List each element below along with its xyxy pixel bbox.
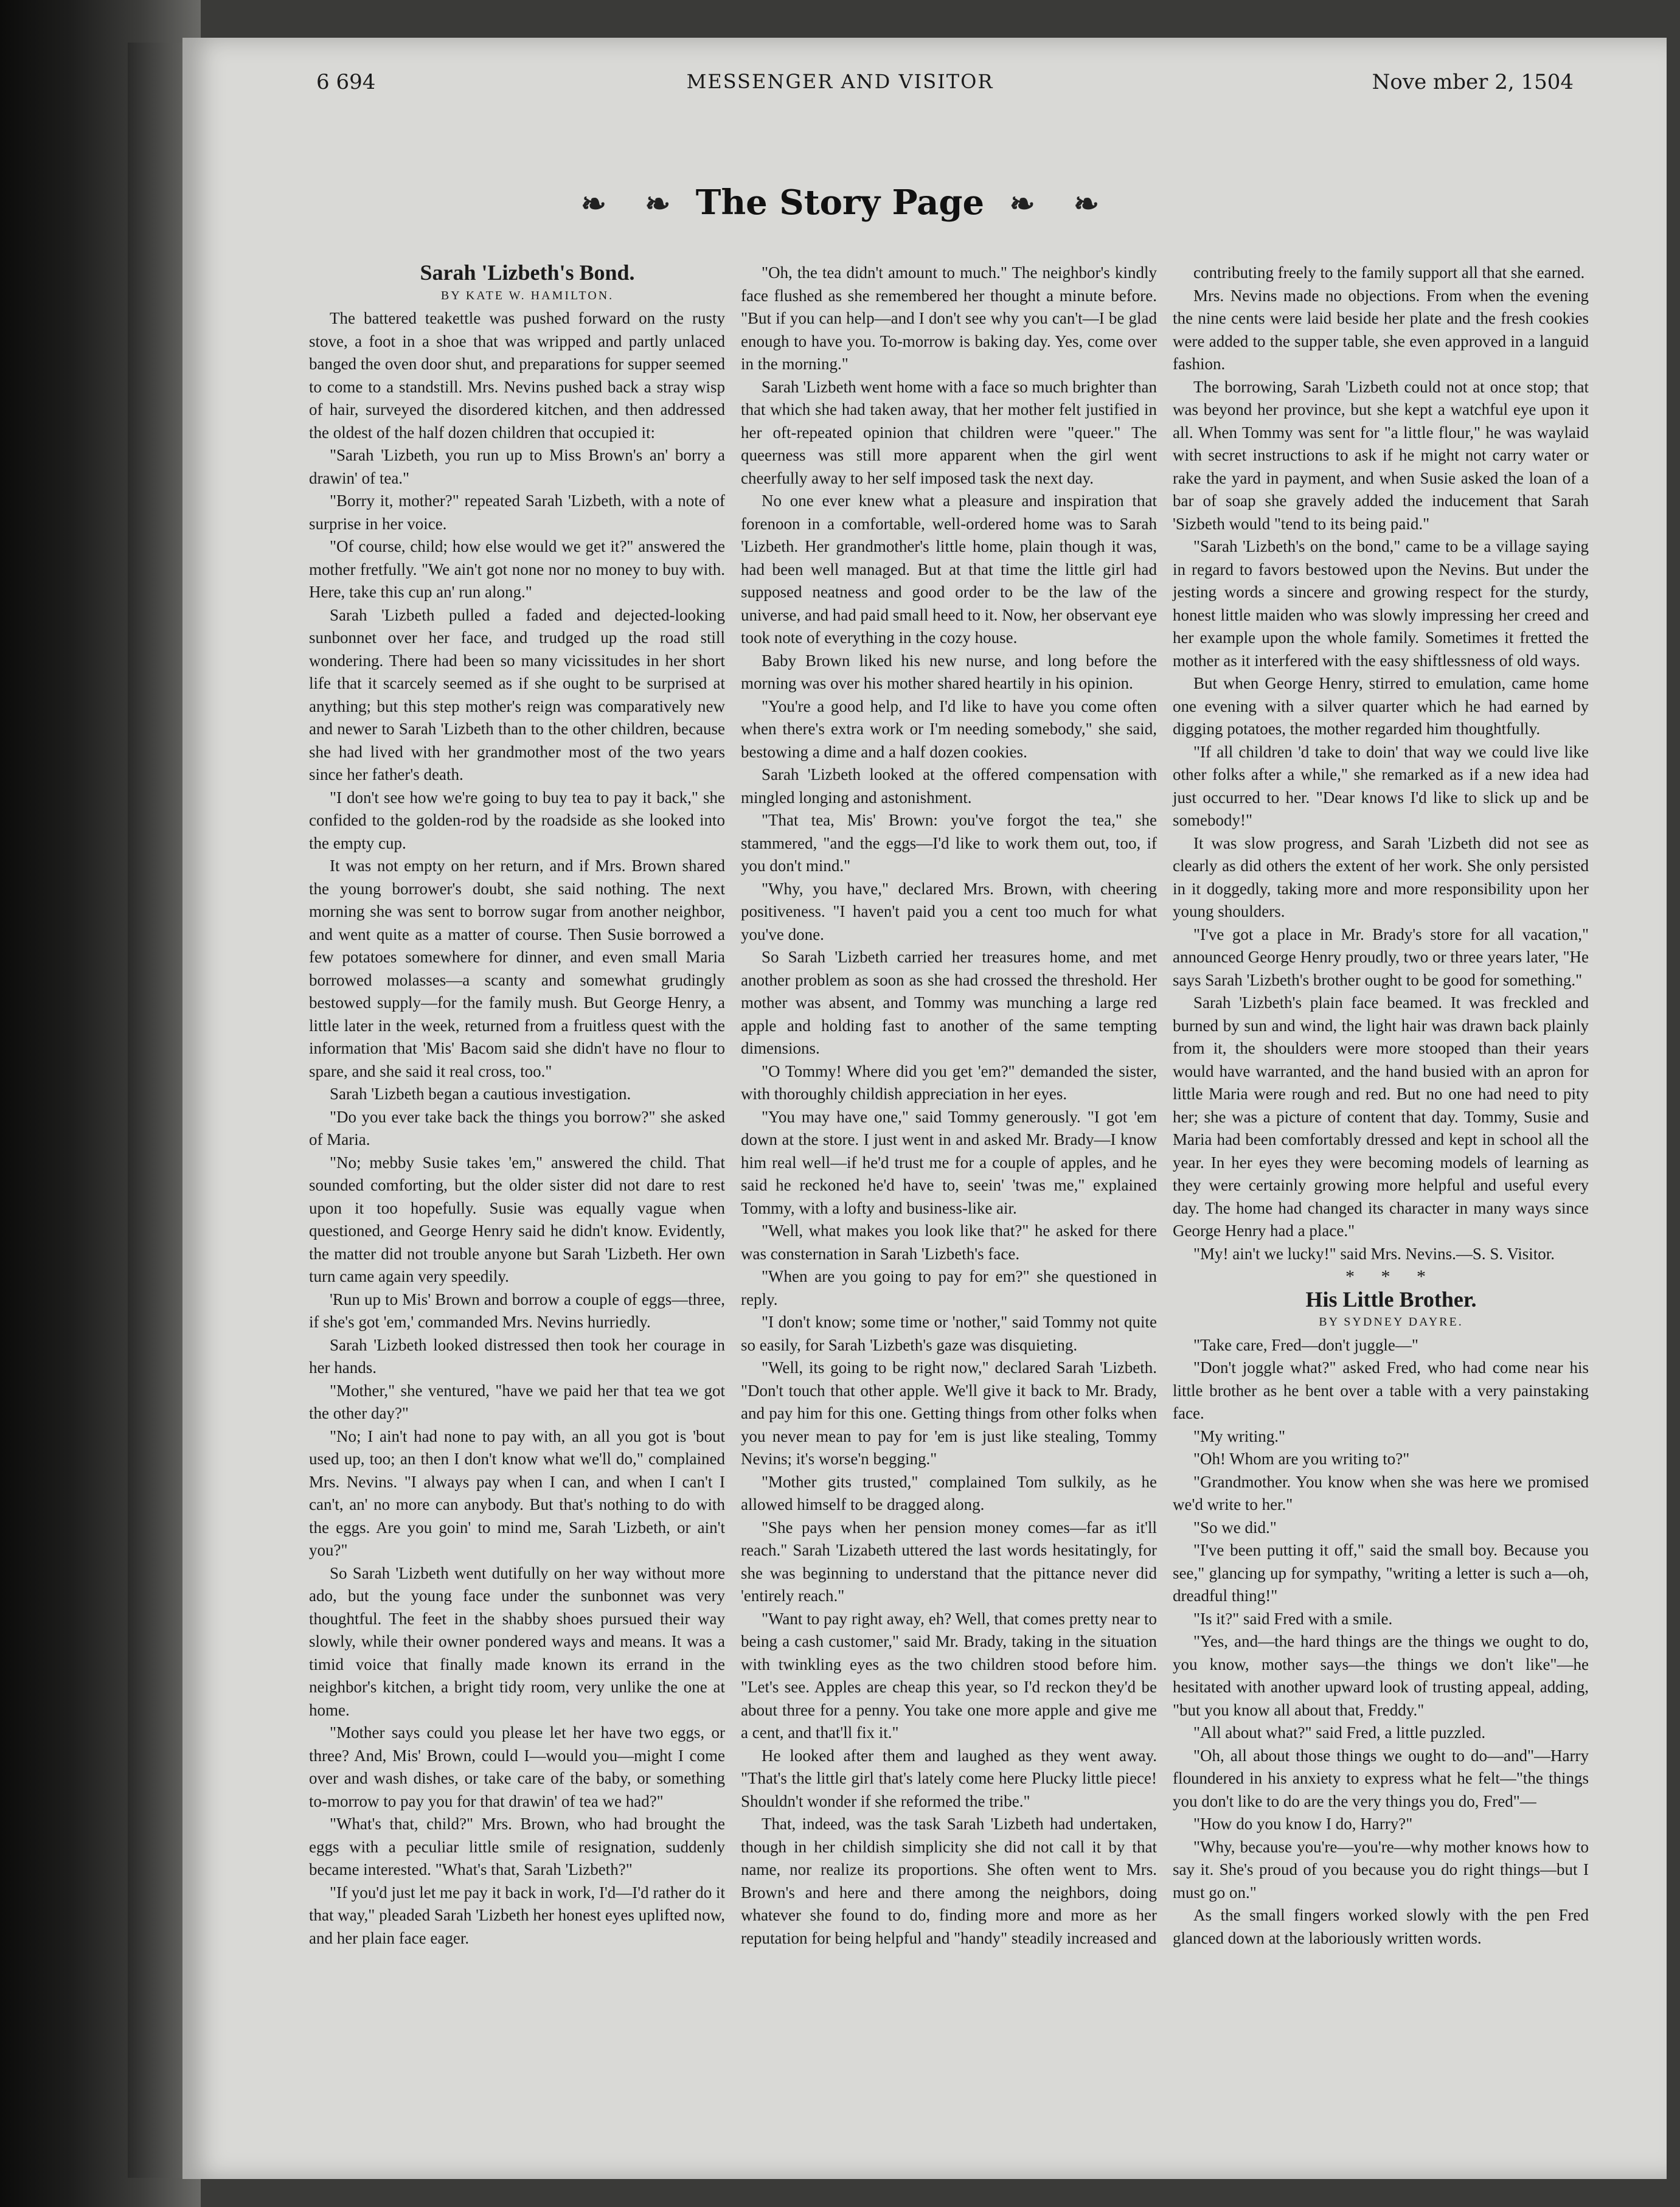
section-title-bar (0, 182, 1680, 223)
paragraph: The battered teakettle was pushed forward on the rusty stove, a foot in a shoe that was wripped and partly unlaced banged the oven door shut, and preparations for supper seemed to come to a standstill. Mrs. Nevins pushed back a stray wisp of hair, surveyed the disordered kitchen, and then addressed the oldest of the half dozen children that occupied it: (309, 309, 725, 442)
article-body (309, 307, 725, 1950)
paragraph: "Why, you have," declared Mrs. Brown, with cheering positiveness. "I haven't paid you a cent too much for what you've done. (741, 879, 1157, 944)
paragraph: "Well, what makes you look like that?" he asked for there was consternation in Sarah 'Lizbeth's face. (741, 1222, 1157, 1263)
paragraph: "If all children 'd take to doin' that way we could live like other folks after a while," she remarked as if a new idea had just occurred to her. "Dear knows I'd like to slick up and be somebody!" (1173, 742, 1589, 829)
paragraph: "Take care, Fred—don't juggle—" (1193, 1335, 1418, 1354)
paragraph: "If you'd just let me pay it back in work, I'd—I'd rather do it that way," pleaded Sarah 'Lizbeth her honest eyes uplifted now, and her plain face eager. (309, 1883, 725, 1947)
paragraph: "Do you ever take back the things you borrow?" she asked of Maria. (309, 1107, 725, 1149)
paragraph: Baby Brown liked his new nurse, and long before the morning was over his mother shared heartily in his opinion. (741, 651, 1157, 692)
paragraph: "Sarah 'Lizbeth, you run up to Miss Brown's an' borry a drawin' of tea." (309, 446, 725, 487)
paragraph: He looked after them and laughed as they went away. "That's the little girl that's lately come here Plucky little piece! Shouldn't wonder if she reformed the tribe." (741, 1746, 1157, 1810)
paragraph: But when George Henry, stirred to emulation, came home one evening with a silver quarter which he had earned by digging potatoes, the mother regarded him thoughtfully. (1173, 674, 1589, 738)
paragraph: So Sarah 'Lizbeth carried her treasures home, and met another problem as soon as she had crossed the threshold. Her mother was absent, and Tommy was munching a large red apple and holding fast to another of the same tempting dimensions. (741, 948, 1157, 1057)
paragraph: "Mother says could you please let her have two eggs, or three? And, Mis' Brown, could I—would you—might I come over and wash dishes, or take care of the baby, or something to-morrow to pay you for that drawin' of tea we had?" (309, 1723, 725, 1810)
article-title: Sarah 'Lizbeth's Bond. (420, 260, 635, 285)
right-ornament-icon: ❧ (1009, 186, 1035, 221)
column-body (1173, 262, 1589, 1265)
paragraph: "My writing." (1193, 1427, 1286, 1445)
paragraph: Sarah 'Lizbeth's plain face beamed. It was freckled and burned by sun and wind, the light hair was drawn back plainly from it, the shoulders were more stooped than their years would have warranted, and the hand busied with an apron for little Maria were rough and red. But no one had need to pity her; she was a picture of content that day. Tommy, Susie and Maria had been comfortably dressed and kept in school all the year. In her eyes they were becoming models of learning as they were certainly growing more helpful and useful every day. The home had changed its character in many ways since George Henry had a place." (1173, 993, 1589, 1240)
paragraph: "So we did." (1193, 1518, 1277, 1537)
paragraph: "My! ain't we lucky!" said Mrs. Nevins.—S. S. Visitor. (1193, 1244, 1555, 1263)
paragraph: Sarah 'Lizbeth pulled a faded and dejected-looking sunbonnet over her face, and trudged up the road still wondering. There had been so many vicissitudes in her short life that it scarcely seemed as if she ought to be surprised at anything; but this step mother's reign was comparatively new and newer to Sarah 'Lizbeth than to the other children, because she had lived with her grandmother most of the two years since her father's death. (309, 605, 725, 784)
paragraph: "I don't know; some time or 'nother," said Tommy not quite so easily, for Sarah 'Lizbeth's gaze was disquieting. (741, 1313, 1157, 1354)
publication-name: MESSENGER AND VISITOR (686, 70, 994, 93)
paragraph: Sarah 'Lizbeth began a cautious investigation. (330, 1085, 631, 1103)
paragraph: "Want to pay right away, eh? Well, that comes pretty near to being a cash customer," said Mr. Brady, taking in the situation with twinkling eyes as the two children stood before him. "Let's see. Apples are cheap this year, so I'd reckon they'd be about three for a penny. You take one more apple and give me a cent, and that'll fix it." (741, 1609, 1157, 1742)
paragraph: "You're a good help, and I'd like to have you come often when there's extra work or I'm needing somebody," she said, bestowing a dime and a half dozen cookies. (741, 697, 1157, 761)
left-ornament-icon: ❧ (580, 186, 606, 221)
paragraph: "Borry it, mother?" repeated Sarah 'Lizbeth, with a note of surprise in her voice. (309, 492, 725, 533)
left-ornament-icon-2: ❧ (645, 186, 671, 221)
paragraph: "Oh, the tea didn't amount to much." The neighbor's kindly face flushed as she remembered her thought a minute before. "But if you can help—and I don't see why you can't—I be glad enough to have you. To-morrow is baking day. Yes, come over in the morning." (741, 263, 1157, 373)
paragraph: "Don't joggle what?" asked Fred, who had come near his little brother as he bent over a table with a very painstaking face. (1173, 1358, 1589, 1422)
paragraph: It was slow progress, and Sarah 'Lizbeth did not see as clearly as did others the extent of her work. She only persisted in it doggedly, taking more and more responsibility upon her young shoulders. (1173, 833, 1589, 920)
paragraph: "All about what?" said Fred, a little puzzled. (1193, 1723, 1486, 1742)
article-title-2: His Little Brother. (1305, 1287, 1477, 1312)
paragraph: Mrs. Nevins made no objections. From when the evening the nine cents were laid beside her plate and the fresh cookies were added to the supper table, she even approved in a languid fashion. (1173, 286, 1589, 373)
paragraph: "She pays when her pension money comes—far as it'll reach." Sarah 'Lizabeth uttered the last words hesitatingly, for she was beginning to understand that the pittance never did 'entirely reach." (741, 1518, 1157, 1605)
paragraph: "Sarah 'Lizbeth's on the bond," came to be a village saying in regard to favors bestowed upon the Nevins. But under the jesting words a sincere and growing respect for the sturdy, honest little maiden who was slowly impressing her creed and her example upon the whole family. Sometimes it fretted the mother as it interfered with the easy shiftlessness of old ways. (1173, 537, 1589, 670)
paragraph: 'Run up to Mis' Brown and borrow a couple of eggs—three, if she's got 'em,' commanded Mrs. Nevins hurriedly. (309, 1290, 725, 1331)
paragraph: That, indeed, was the task Sarah 'Lizbeth had undertaken, though in her childish simplicity she did not call it by that name, nor realize its proportions. She often went to Mrs. Brown's and here and there among the neighbors, doing whatever she found to do, finding more and more as her reputation for being helpful and "handy" steadily increased and (741, 1815, 1157, 1947)
paragraph: "Is it?" said Fred with a smile. (1193, 1609, 1393, 1628)
paragraph: Sarah 'Lizbeth looked distressed then took her courage in her hands. (309, 1335, 725, 1377)
paragraph: "That tea, Mis' Brown: you've forgot the tea," she stammered, "and the eggs—I'd like to work them out, too, if you don't mind." (741, 811, 1157, 875)
paragraph: The borrowing, Sarah 'Lizbeth could not at once stop; that was beyond her province, but she kept a watchful eye upon it all. When Tommy was sent for "a little flour," he was waylaid with secret instructions to ask if he might not carry water or rake the yard in payment, and when Susie asked the loan of a bar of soap she gravely added the inducement that Sarah 'Sizbeth would "tend to its being paid." (1173, 377, 1589, 533)
paragraph: "Well, its going to be right now," declared Sarah 'Lizbeth. "Don't touch that other apple. We'll give it back to Mr. Brady, and pay him for this one. Getting things from other folks when you never mean to pay for 'em is just like stealing, Tommy Nevins; it's worse'n begging." (741, 1358, 1157, 1468)
column-3 (1173, 262, 1589, 1950)
paragraph: "What's that, child?" Mrs. Brown, who had brought the eggs with a peculiar little smile of resignation, suddenly became interested. "What's that, Sarah 'Lizbeth?" (309, 1815, 725, 1879)
paragraph: "You may have one," said Tommy generously. "I got 'em down at the store. I just went in and asked Mr. Brady—I know him real well—if he'd trust me for a couple of apples, and he said he reckoned he'd have to, seein' 'twas me," explained Tommy, with a lofty and business-like air. (741, 1107, 1157, 1217)
section-separator: * * * (1345, 1267, 1437, 1287)
paragraph: "No; mebby Susie takes 'em," answered the child. That sounded comforting, but the older sister did not dare to rest upon it too hopefully. Susie was equally vague when questioned, and George Henry said he didn't know. Evidently, the matter did not trouble anyone but Sarah 'Lizbeth. Her own turn came again very speedily. (309, 1153, 725, 1285)
paragraph: "Yes, and—the hard things are the things we ought to do, you know, mother says—the things we don't like"—he hesitated with another upward look of trusting appeal, adding, "but you know all about that, Freddy." (1173, 1632, 1589, 1719)
article-byline: BY KATE W. HAMILTON. (440, 288, 614, 302)
paragraph: "Of course, child; how else would we get it?" answered the mother fretfully. "We ain't got none nor no money to buy with. Here, take this cup an' run along." (309, 537, 725, 601)
section-title: The Story Page (695, 182, 985, 223)
column-body (741, 262, 1157, 1950)
paragraph: So Sarah 'Lizbeth went dutifully on her way without more ado, but the young face under the sunbonnet was very thoughtful. The feet in the shabby shoes pursued their way slowly, while their owner pondered ways and means. It was a timid voice that finally made known its errand in the neighbor's kitchen, a bright tidy room, very unlike the one at home. (309, 1563, 725, 1719)
page-number: 6 694 (316, 70, 376, 94)
paragraph: "Mother," she ventured, "have we paid her that tea we got the other day?" (309, 1381, 725, 1422)
paragraph: Sarah 'Lizbeth looked at the offered compensation with mingled longing and astonishment. (741, 765, 1157, 807)
paragraph: "Why, because you're—you're—why mother knows how to say it. She's proud of you because you do right things—but I must go on." (1173, 1837, 1589, 1902)
right-ornament-icon-2: ❧ (1074, 186, 1099, 221)
paragraph: "No; I ain't had none to pay with, an all you got is 'bout used up, too; an then I don't know what we'll do," complained Mrs. Nevins. "I always pay when I can, and when I can't I can't, an' no more can anybody. But that's nothing to do with the eggs. Are you goin' to mind me, Sarah 'Lizbeth, or ain't you?" (309, 1427, 725, 1559)
paragraph: As the small fingers worked slowly with the pen Fred glanced down at the laboriously written words. (1173, 1906, 1589, 1947)
paragraph: "I've been putting it off," said the small boy. Because you see," glancing up for sympathy, "writing a letter is such a—oh, dreadful thing!" (1173, 1541, 1589, 1605)
paragraph: "Oh! Whom are you writing to?" (1193, 1450, 1410, 1468)
issue-date: Nove mber 2, 1504 (1372, 70, 1574, 94)
column-2 (741, 262, 1157, 1950)
paragraph: contributing freely to the family support all that she earned. (1193, 263, 1585, 282)
article-byline-2: BY SYDNEY DAYRE. (1319, 1315, 1463, 1329)
paragraph: "Grandmother. You know when she was here we promised we'd write to her." (1173, 1472, 1589, 1514)
paragraph: "O Tommy! Where did you get 'em?" demanded the sister, with thoroughly childish appreciation in her eyes. (741, 1062, 1157, 1103)
paragraph: No one ever knew what a pleasure and inspiration that forenoon in a comfortable, well-ordered home was to Sarah 'Lizbeth. Her grandmother's little home, plain though it was, had been well managed. But at that time the little girl had supposed neatness and good order to be the law of the universe, and had paid small heed to it. Now, her observant eye took note of everything in the cozy house. (741, 492, 1157, 647)
paragraph: Sarah 'Lizbeth went home with a face so much brighter than that which she had taken away, that her mother felt justified in her oft-repeated opinion that children were "queer." The queerness was still more apparent when the girl went cheerfully away to her self imposed task the next day. (741, 377, 1157, 487)
paragraph: "How do you know I do, Harry?" (1193, 1815, 1413, 1833)
paragraph: "Oh, all about those things we ought to do—and"—Harry floundered in his anxiety to express what he felt—"the things you don't like to do are the very things you do, Fred"— (1173, 1746, 1589, 1810)
paragraph: "Mother gits trusted," complained Tom sulkily, as he allowed himself to be dragged along. (741, 1472, 1157, 1514)
article-body-2 (1173, 1334, 1589, 1950)
paragraph: "I've got a place in Mr. Brady's store for all vacation," announced George Henry proudly, two or three years later, "He says Sarah 'Lizbeth's brother ought to be good for something." (1173, 925, 1589, 989)
page-edge (128, 43, 182, 2178)
column-1 (309, 262, 725, 1950)
paragraph: "When are you going to pay for em?" she questioned in reply. (741, 1267, 1157, 1309)
paragraph: It was not empty on her return, and if Mrs. Brown shared the young borrower's doubt, she said nothing. The next morning she was sent to borrow sugar from another neighbor, and went quite as a matter of course. Then Susie borrowed a few potatoes somewhere for dinner, and even small Maria borrowed molasses—a scanty and somewhat grudingly bestowed supply—for the family mush. But George Henry, a little later in the week, returned from a fruitless quest with the information that 'Mis' Bacom said she didn't have no flour to spare, and she said it real cross, too." (309, 857, 725, 1080)
paragraph: "I don't see how we're going to buy tea to pay it back," she confided to the golden-rod by the roadside as she looked into the empty cup. (309, 788, 725, 852)
